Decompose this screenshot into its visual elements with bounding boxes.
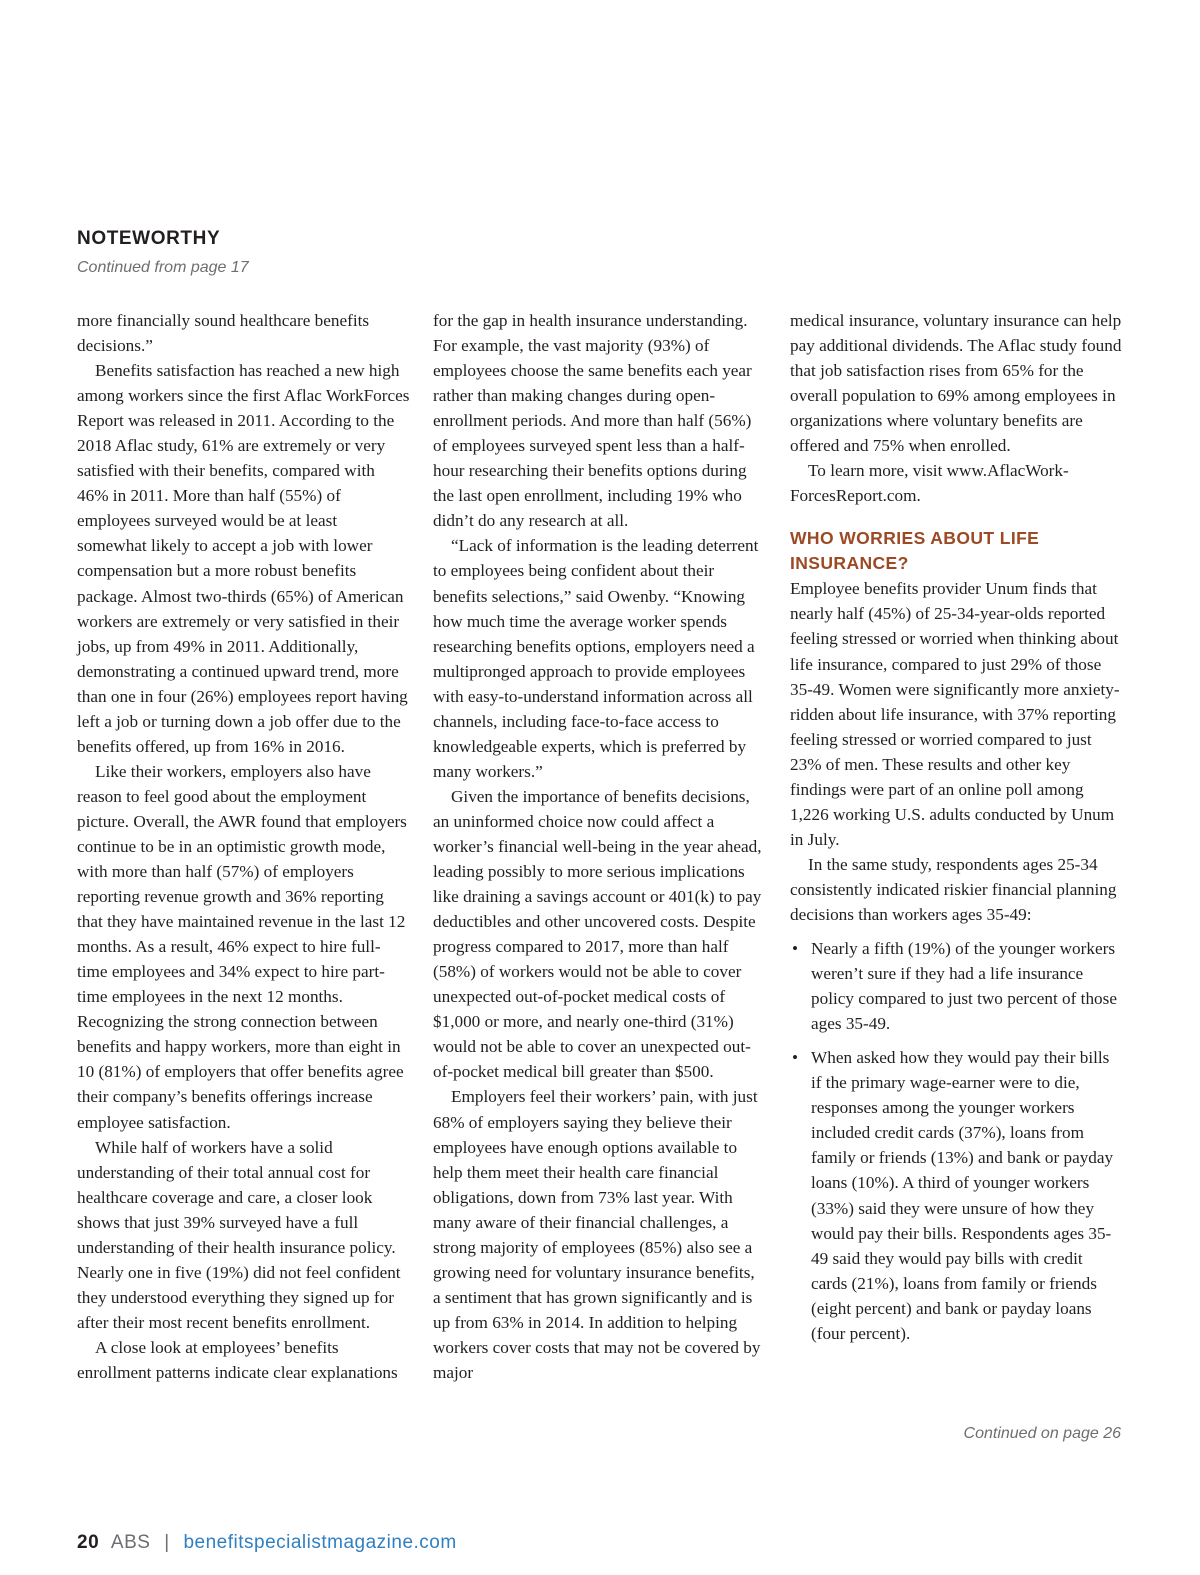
paragraph: “Lack of information is the leading deterrent to employees being confident about their benefits selections,” said Owenby. “Knowing how much time the average worker spends researching benefits options, employers need a multipronged approach to provide employees with easy-to-understand information across all channels, including face-to-face access to knowledgeable experts, which is preferred by many workers.” xyxy=(433,536,759,781)
bullet-item xyxy=(790,936,1123,1036)
paragraph: Employers feel their workers’ pain, with just 68% of employers saying they believe their employees have enough options available to help them meet their health care financial obligations, down from 73% last year. With many aware of their financial challenges, a strong majority of employees (85%) also see a growing need for voluntary insurance benefits, a sentiment that has grown significantly and is up from 63% in 2014. In addition to helping workers cover costs that may not be covered by major xyxy=(433,1087,761,1382)
bullet-dot-icon: • xyxy=(792,939,799,959)
magazine-name: ABS xyxy=(110,1532,151,1553)
website-link[interactable]: benefitspecialistmagazine.com xyxy=(183,1532,457,1553)
article-column-3 xyxy=(790,308,1123,1346)
footer-separator: | xyxy=(164,1532,170,1553)
page-footer xyxy=(77,1532,457,1554)
paragraph: A close look at employees’ benefits enrollment patterns indicate clear explanations xyxy=(77,1337,398,1382)
bullet-dot-icon: • xyxy=(792,1048,799,1068)
paragraph: for the gap in health insurance understanding. For example, the vast majority (93%) of employees choose the same benefits each year rather than making changes during open-enrollment periods. And more than half (56%) of employees surveyed spent less than a half-hour researching their benefits options during the last open enrollment, including 19% who didn’t do any research at all. xyxy=(433,311,752,531)
paragraph: medical insurance, voluntary insurance can help pay additional dividends. The Aflac study found that job satisfaction rises from 65% for the overall population to 69% among employees in organizations where voluntary benefits are offered and 75% when enrolled. xyxy=(790,311,1122,456)
paragraph: Like their workers, employers also have reason to feel good about the employment picture. Overall, the AWR found that employers continue to be in an optimistic growth mode, with more than half (57%) of employers reporting revenue growth and 36% reporting that they have maintained revenue in the last 12 months. As a result, 46% expect to hire full-time employees and 34% expect to hire part-time employees in the next 12 months. Recognizing the strong connection between benefits and happy workers, more than eight in 10 (81%) of employers that offer benefits agree their company’s benefits offerings increase employee satisfaction. xyxy=(77,761,407,1132)
paragraph: Employee benefits provider Unum finds that nearly half (45%) of 25-34-year-olds reported feeling stressed or worried when thinking about life insurance, compared to just 29% of those 35-49. Women were significantly more anxiety-ridden about life insurance, with 37% reporting feeling stressed or worried compared to just 23% of men. These results and other key findings were part of an online poll among 1,226 working U.S. adults conducted by Unum in July. xyxy=(790,579,1120,849)
section-label: NOTEWORTHY xyxy=(77,228,221,249)
paragraph: While half of workers have a solid understanding of their total annual cost for healthcare coverage and care, a closer look shows that just 39% surveyed have a full understanding of their health insurance policy. Nearly one in five (19%) did not feel confident they understood everything they signed up for after their most recent benefits enrollment. xyxy=(77,1137,401,1332)
paragraph: Given the importance of benefits decisions, an uninformed choice now could affect a worker’s financial well-being in the year ahead, leading possibly to more serious implications like draining a savings account or 401(k) to pay deductibles and other uncovered costs. Despite progress compared to 2017, more than half (58%) of workers would not be able to cover unexpected out-of-pocket medical costs of $1,000 or more, and nearly one-third (31%) would not be able to cover an unexpected out-of-pocket medical bill greater than $500. xyxy=(433,786,762,1082)
continued-from-note: Continued from page 17 xyxy=(77,259,249,276)
article-column-1 xyxy=(77,308,410,1385)
bullet-text: Nearly a fifth (19%) of the younger workers weren’t sure if they had a life insurance policy compared to just two percent of those ages 35-49. xyxy=(811,939,1117,1034)
bullet-item xyxy=(790,1045,1123,1346)
paragraph: In the same study, respondents ages 25-34 consistently indicated riskier financial planning decisions than workers ages 35-49: xyxy=(790,854,1117,924)
subheading: WHO WORRIES ABOUT LIFE INSURANCE? xyxy=(790,528,1040,574)
bullet-text: When asked how they would pay their bills if the primary wage-earner were to die, responses among the younger workers included credit cards (37%), loans from family or friends (13%) and bank or payday loans (10%). A third of younger workers (33%) said they were unsure of how they would pay their bills. Respondents ages 35-49 said they would pay bills with credit cards (21%), loans from family or friends (eight percent) and bank or payday loans (four percent). xyxy=(811,1048,1114,1343)
article-column-2 xyxy=(433,308,766,1385)
paragraph: Benefits satisfaction has reached a new high among workers since the first Aflac WorkForces Report was released in 2011. According to the 2018 Aflac study, 61% are extremely or very satisfied with their benefits, compared with 46% in 2011. More than half (55%) of employees surveyed would be at least somewhat likely to accept a job with lower compensation but a more robust benefits package. Almost two-thirds (65%) of American workers are extremely or very satisfied in their jobs, up from 49% in 2011. Additionally, demonstrating a continued upward trend, more than one in four (26%) employees report having left a job or turning down a job offer due to the benefits offered, up from 16% in 2016. xyxy=(77,361,410,756)
page-number: 20 xyxy=(77,1532,100,1553)
continued-on-note: Continued on page 26 xyxy=(963,1425,1121,1442)
paragraph: more financially sound healthcare benefits decisions.” xyxy=(77,311,370,356)
bullet-list xyxy=(790,936,1123,1346)
paragraph: To learn more, visit www.AflacWork-ForcesReport.com. xyxy=(790,461,1069,506)
